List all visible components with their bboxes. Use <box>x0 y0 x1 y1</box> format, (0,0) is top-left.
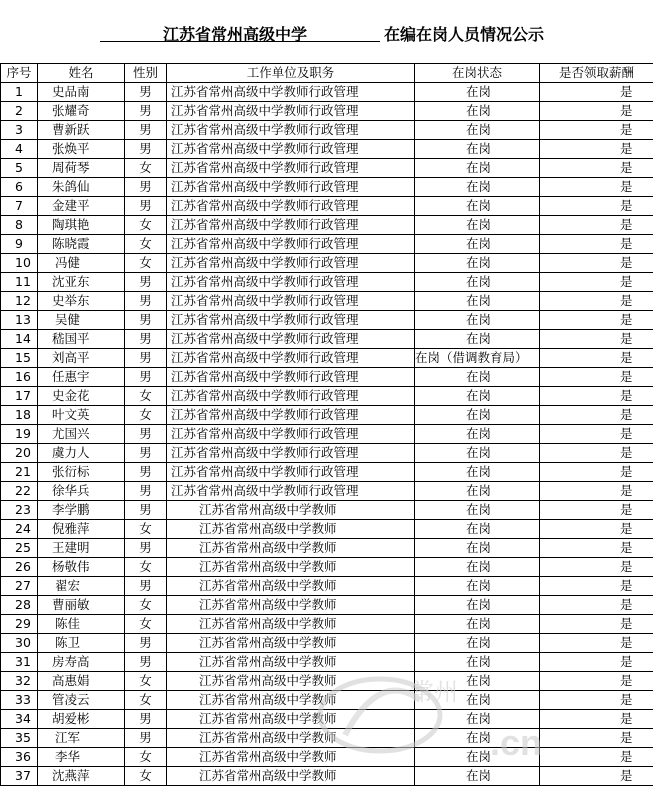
cell-gender: 男 <box>125 425 167 444</box>
cell-name: 刘高平 <box>38 349 125 368</box>
cell-name: 史金花 <box>38 387 125 406</box>
cell-unit: 江苏省常州高级中学教师行政管理 <box>167 216 415 235</box>
cell-gender: 男 <box>125 463 167 482</box>
cell-status: 在岗 <box>415 311 540 330</box>
cell-salary: 是 <box>540 577 653 596</box>
table-row <box>1 406 653 425</box>
cell-salary: 是 <box>540 387 653 406</box>
cell-index: 10 <box>1 254 38 273</box>
cell-unit: 江苏省常州高级中学教师 <box>167 653 415 672</box>
cell-salary: 是 <box>540 273 653 292</box>
table-row <box>1 254 653 273</box>
cell-index: 4 <box>1 140 38 159</box>
table-row <box>1 672 653 691</box>
table-row <box>1 463 653 482</box>
cell-unit: 江苏省常州高级中学教师行政管理 <box>167 292 415 311</box>
cell-index: 8 <box>1 216 38 235</box>
cell-name: 史举东 <box>38 292 125 311</box>
cell-unit: 江苏省常州高级中学教师行政管理 <box>167 349 415 368</box>
cell-gender: 女 <box>125 672 167 691</box>
cell-name: 李华 <box>38 748 125 767</box>
cell-index: 18 <box>1 406 38 425</box>
table-row <box>1 539 653 558</box>
cell-status: 在岗 <box>415 444 540 463</box>
cell-gender: 女 <box>125 406 167 425</box>
table-row <box>1 482 653 501</box>
cell-unit: 江苏省常州高级中学教师行政管理 <box>167 159 415 178</box>
table-row <box>1 235 653 254</box>
cell-gender: 男 <box>125 121 167 140</box>
table-row <box>1 653 653 672</box>
cell-name: 李学鹏 <box>38 501 125 520</box>
cell-index: 5 <box>1 159 38 178</box>
cell-name: 张耀奇 <box>38 102 125 121</box>
cell-name: 江军 <box>38 729 125 748</box>
cell-unit: 江苏省常州高级中学教师 <box>167 520 415 539</box>
cell-gender: 男 <box>125 349 167 368</box>
cell-salary: 是 <box>540 140 653 159</box>
cell-index: 30 <box>1 634 38 653</box>
cell-index: 25 <box>1 539 38 558</box>
cell-gender: 男 <box>125 83 167 102</box>
cell-status: 在岗 <box>415 634 540 653</box>
cell-salary: 是 <box>540 178 653 197</box>
cell-salary: 是 <box>540 311 653 330</box>
table-row <box>1 349 653 368</box>
cell-salary: 是 <box>540 672 653 691</box>
cell-unit: 江苏省常州高级中学教师 <box>167 729 415 748</box>
col-header-index: 序号 <box>1 64 38 83</box>
cell-name: 倪雅萍 <box>38 520 125 539</box>
cell-gender: 男 <box>125 710 167 729</box>
cell-salary: 是 <box>540 444 653 463</box>
cell-gender: 女 <box>125 767 167 786</box>
cell-name: 徐华兵 <box>38 482 125 501</box>
cell-status: 在岗 <box>415 539 540 558</box>
title-suffix: 在编在岗人员情况公示 <box>384 25 545 44</box>
cell-unit: 江苏省常州高级中学教师行政管理 <box>167 83 415 102</box>
cell-gender: 男 <box>125 634 167 653</box>
cell-status: 在岗 <box>415 710 540 729</box>
cell-name: 张焕平 <box>38 140 125 159</box>
table-row <box>1 615 653 634</box>
cell-index: 13 <box>1 311 38 330</box>
cell-unit: 江苏省常州高级中学教师 <box>167 748 415 767</box>
cell-status: 在岗 <box>415 292 540 311</box>
cell-index: 17 <box>1 387 38 406</box>
cell-index: 36 <box>1 748 38 767</box>
cell-unit: 江苏省常州高级中学教师 <box>167 710 415 729</box>
cell-status: 在岗 <box>415 273 540 292</box>
cell-gender: 男 <box>125 178 167 197</box>
cell-unit: 江苏省常州高级中学教师 <box>167 672 415 691</box>
cell-gender: 男 <box>125 577 167 596</box>
cell-salary: 是 <box>540 558 653 577</box>
cell-name: 陈晓霞 <box>38 235 125 254</box>
table-row <box>1 577 653 596</box>
cell-salary: 是 <box>540 216 653 235</box>
cell-name: 陈佳 <box>38 615 125 634</box>
cell-name: 曹新跃 <box>38 121 125 140</box>
cell-name: 曹丽敏 <box>38 596 125 615</box>
cell-gender: 女 <box>125 520 167 539</box>
cell-index: 20 <box>1 444 38 463</box>
cell-index: 1 <box>1 83 38 102</box>
table-row <box>1 425 653 444</box>
cell-index: 11 <box>1 273 38 292</box>
cell-status: 在岗 <box>415 406 540 425</box>
page-title <box>0 0 653 63</box>
cell-salary: 是 <box>540 330 653 349</box>
cell-unit: 江苏省常州高级中学教师 <box>167 691 415 710</box>
cell-name: 高惠娟 <box>38 672 125 691</box>
cell-salary: 是 <box>540 159 653 178</box>
cell-status: 在岗 <box>415 558 540 577</box>
cell-salary: 是 <box>540 406 653 425</box>
cell-status: 在岗 <box>415 197 540 216</box>
table-row <box>1 121 653 140</box>
cell-salary: 是 <box>540 425 653 444</box>
cell-salary: 是 <box>540 292 653 311</box>
cell-unit: 江苏省常州高级中学教师行政管理 <box>167 311 415 330</box>
table-row <box>1 273 653 292</box>
cell-unit: 江苏省常州高级中学教师行政管理 <box>167 178 415 197</box>
cell-index: 33 <box>1 691 38 710</box>
cell-status: 在岗 <box>415 387 540 406</box>
cell-name: 陶琪艳 <box>38 216 125 235</box>
cell-name: 杨敬伟 <box>38 558 125 577</box>
cell-index: 35 <box>1 729 38 748</box>
table-row <box>1 691 653 710</box>
table-row <box>1 330 653 349</box>
cell-unit: 江苏省常州高级中学教师 <box>167 634 415 653</box>
cell-status: 在岗 <box>415 83 540 102</box>
cell-status: 在岗 <box>415 653 540 672</box>
table-row <box>1 140 653 159</box>
cell-unit: 江苏省常州高级中学教师行政管理 <box>167 235 415 254</box>
cell-salary: 是 <box>540 235 653 254</box>
cell-status: 在岗 <box>415 767 540 786</box>
cell-index: 12 <box>1 292 38 311</box>
cell-index: 34 <box>1 710 38 729</box>
cell-status: 在岗 <box>415 102 540 121</box>
cell-unit: 江苏省常州高级中学教师 <box>167 596 415 615</box>
cell-name: 沈亚东 <box>38 273 125 292</box>
cell-status: 在岗 <box>415 330 540 349</box>
svg-text:.cn: .cn <box>490 722 543 763</box>
cell-status: 在岗 <box>415 368 540 387</box>
cell-name: 虞力人 <box>38 444 125 463</box>
cell-salary: 是 <box>540 634 653 653</box>
cell-salary: 是 <box>540 254 653 273</box>
col-header-name: 姓名 <box>38 64 125 83</box>
cell-gender: 女 <box>125 216 167 235</box>
cell-status: 在岗 <box>415 121 540 140</box>
cell-gender: 男 <box>125 330 167 349</box>
cell-index: 28 <box>1 596 38 615</box>
cell-unit: 江苏省常州高级中学教师行政管理 <box>167 387 415 406</box>
cell-name: 胡爱彬 <box>38 710 125 729</box>
cell-status: 在岗 <box>415 501 540 520</box>
cell-status: 在岗 <box>415 729 540 748</box>
cell-index: 6 <box>1 178 38 197</box>
cell-name: 管凌云 <box>38 691 125 710</box>
col-header-salary: 是否领取薪酬 <box>540 64 653 83</box>
cell-name: 尤国兴 <box>38 425 125 444</box>
table-row <box>1 197 653 216</box>
cell-gender: 男 <box>125 539 167 558</box>
cell-index: 19 <box>1 425 38 444</box>
cell-gender: 男 <box>125 273 167 292</box>
cell-gender: 男 <box>125 140 167 159</box>
cell-name: 嵇国平 <box>38 330 125 349</box>
cell-salary: 是 <box>540 710 653 729</box>
cell-unit: 江苏省常州高级中学教师行政管理 <box>167 406 415 425</box>
cell-salary: 是 <box>540 729 653 748</box>
cell-name: 任惠宇 <box>38 368 125 387</box>
table-row <box>1 596 653 615</box>
cell-index: 3 <box>1 121 38 140</box>
cell-salary: 是 <box>540 596 653 615</box>
cell-index: 23 <box>1 501 38 520</box>
cell-index: 32 <box>1 672 38 691</box>
cell-status: 在岗 <box>415 520 540 539</box>
table-row <box>1 748 653 767</box>
cell-status: 在岗 <box>415 178 540 197</box>
cell-index: 24 <box>1 520 38 539</box>
cell-gender: 男 <box>125 311 167 330</box>
cell-salary: 是 <box>540 501 653 520</box>
cell-salary: 是 <box>540 520 653 539</box>
cell-status: 在岗 <box>415 596 540 615</box>
cell-index: 29 <box>1 615 38 634</box>
cell-status: 在岗 <box>415 159 540 178</box>
cell-index: 37 <box>1 767 38 786</box>
cell-index: 15 <box>1 349 38 368</box>
cell-salary: 是 <box>540 197 653 216</box>
cell-salary: 是 <box>540 482 653 501</box>
cell-status: 在岗 <box>415 425 540 444</box>
cell-name: 史品南 <box>38 83 125 102</box>
cell-name: 叶文英 <box>38 406 125 425</box>
cell-unit: 江苏省常州高级中学教师行政管理 <box>167 102 415 121</box>
cell-unit: 江苏省常州高级中学教师 <box>167 615 415 634</box>
col-header-gender: 性别 <box>125 64 167 83</box>
cell-status: 在岗（借调教育局） <box>415 349 540 368</box>
cell-unit: 江苏省常州高级中学教师行政管理 <box>167 444 415 463</box>
table-row <box>1 178 653 197</box>
cell-status: 在岗 <box>415 235 540 254</box>
cell-salary: 是 <box>540 463 653 482</box>
cell-status: 在岗 <box>415 463 540 482</box>
cell-index: 22 <box>1 482 38 501</box>
cell-index: 14 <box>1 330 38 349</box>
cell-gender: 女 <box>125 235 167 254</box>
table-header-row <box>1 64 653 83</box>
table-row <box>1 710 653 729</box>
cell-salary: 是 <box>540 615 653 634</box>
cell-name: 沈燕萍 <box>38 767 125 786</box>
cell-name: 朱鸽仙 <box>38 178 125 197</box>
cell-name: 房寿高 <box>38 653 125 672</box>
cell-salary: 是 <box>540 102 653 121</box>
cell-gender: 男 <box>125 482 167 501</box>
cell-name: 冯健 <box>38 254 125 273</box>
cell-status: 在岗 <box>415 482 540 501</box>
cell-salary: 是 <box>540 368 653 387</box>
cell-gender: 男 <box>125 653 167 672</box>
cell-gender: 男 <box>125 444 167 463</box>
cell-name: 张衍标 <box>38 463 125 482</box>
cell-unit: 江苏省常州高级中学教师行政管理 <box>167 140 415 159</box>
cell-gender: 女 <box>125 748 167 767</box>
cell-gender: 男 <box>125 197 167 216</box>
table-row <box>1 634 653 653</box>
cell-unit: 江苏省常州高级中学教师行政管理 <box>167 254 415 273</box>
cell-index: 16 <box>1 368 38 387</box>
cell-salary: 是 <box>540 748 653 767</box>
table-row <box>1 216 653 235</box>
cell-name: 王建明 <box>38 539 125 558</box>
col-header-unit: 工作单位及职务 <box>167 64 415 83</box>
cell-gender: 女 <box>125 691 167 710</box>
table-body <box>1 83 653 786</box>
cell-unit: 江苏省常州高级中学教师 <box>167 767 415 786</box>
cell-index: 7 <box>1 197 38 216</box>
cell-name: 金建平 <box>38 197 125 216</box>
cell-unit: 江苏省常州高级中学教师行政管理 <box>167 482 415 501</box>
cell-status: 在岗 <box>415 254 540 273</box>
cell-salary: 是 <box>540 539 653 558</box>
cell-gender: 男 <box>125 729 167 748</box>
cell-status: 在岗 <box>415 691 540 710</box>
cell-salary: 是 <box>540 121 653 140</box>
cell-unit: 江苏省常州高级中学教师行政管理 <box>167 425 415 444</box>
table-row <box>1 83 653 102</box>
table-row <box>1 729 653 748</box>
cell-unit: 江苏省常州高级中学教师行政管理 <box>167 273 415 292</box>
table-row <box>1 520 653 539</box>
table-row <box>1 102 653 121</box>
table-row <box>1 444 653 463</box>
cell-salary: 是 <box>540 349 653 368</box>
cell-status: 在岗 <box>415 748 540 767</box>
cell-index: 27 <box>1 577 38 596</box>
table-row <box>1 558 653 577</box>
cell-unit: 江苏省常州高级中学教师行政管理 <box>167 197 415 216</box>
cell-gender: 女 <box>125 159 167 178</box>
cell-status: 在岗 <box>415 615 540 634</box>
cell-unit: 江苏省常州高级中学教师行政管理 <box>167 463 415 482</box>
cell-index: 9 <box>1 235 38 254</box>
cell-status: 在岗 <box>415 577 540 596</box>
cell-status: 在岗 <box>415 140 540 159</box>
cell-salary: 是 <box>540 767 653 786</box>
cell-gender: 女 <box>125 254 167 273</box>
cell-status: 在岗 <box>415 216 540 235</box>
cell-status: 在岗 <box>415 672 540 691</box>
cell-gender: 女 <box>125 615 167 634</box>
cell-unit: 江苏省常州高级中学教师行政管理 <box>167 330 415 349</box>
cell-index: 2 <box>1 102 38 121</box>
table-row <box>1 767 653 786</box>
cell-gender: 女 <box>125 596 167 615</box>
col-header-status: 在岗状态 <box>415 64 540 83</box>
cell-gender: 男 <box>125 292 167 311</box>
cell-gender: 女 <box>125 387 167 406</box>
table-row <box>1 159 653 178</box>
cell-gender: 男 <box>125 102 167 121</box>
table-row <box>1 368 653 387</box>
cell-index: 26 <box>1 558 38 577</box>
cell-gender: 女 <box>125 558 167 577</box>
table-row <box>1 387 653 406</box>
cell-unit: 江苏省常州高级中学教师 <box>167 539 415 558</box>
table-row <box>1 292 653 311</box>
cell-unit: 江苏省常州高级中学教师 <box>167 577 415 596</box>
title-school: 江苏省常州高级中学 <box>163 25 308 44</box>
cell-gender: 男 <box>125 501 167 520</box>
cell-unit: 江苏省常州高级中学教师 <box>167 501 415 520</box>
cell-name: 陈卫 <box>38 634 125 653</box>
svg-text:常州: 常州 <box>410 679 458 706</box>
cell-salary: 是 <box>540 83 653 102</box>
cell-gender: 男 <box>125 368 167 387</box>
cell-index: 21 <box>1 463 38 482</box>
table-row <box>1 501 653 520</box>
cell-name: 周荷琴 <box>38 159 125 178</box>
cell-index: 31 <box>1 653 38 672</box>
cell-name: 吴健 <box>38 311 125 330</box>
cell-unit: 江苏省常州高级中学教师行政管理 <box>167 368 415 387</box>
staff-table <box>0 63 653 786</box>
cell-salary: 是 <box>540 691 653 710</box>
cell-unit: 江苏省常州高级中学教师 <box>167 558 415 577</box>
table-row <box>1 311 653 330</box>
cell-salary: 是 <box>540 653 653 672</box>
cell-unit: 江苏省常州高级中学教师行政管理 <box>167 121 415 140</box>
cell-name: 翟宏 <box>38 577 125 596</box>
